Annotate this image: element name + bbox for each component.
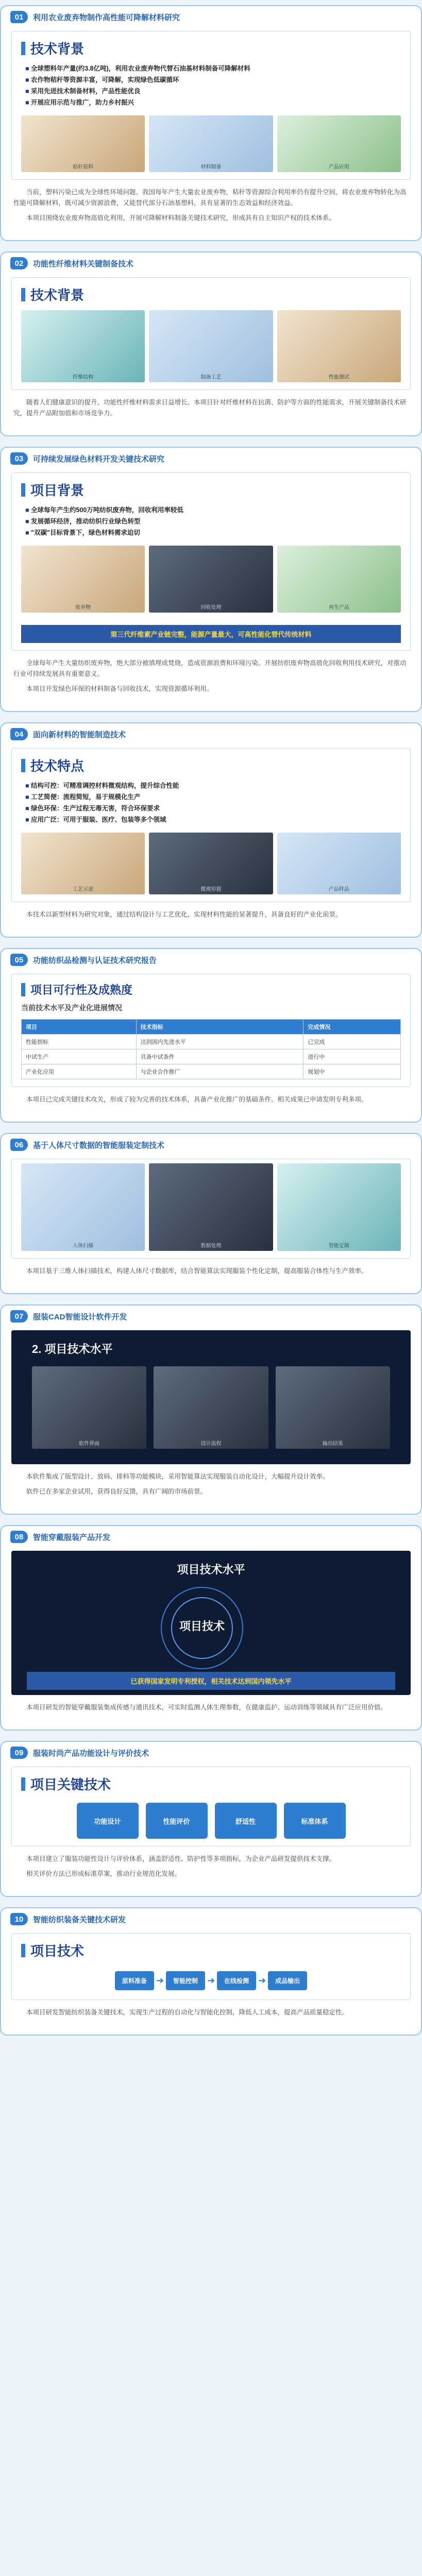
section-header bbox=[1, 6, 421, 28]
section-number: 02 bbox=[10, 257, 28, 269]
paragraph: 全球每年产生大量纺织废弃物，绝大部分被填埋或焚烧，造成资源浪费和环境污染。开展纺织废弃物高值化回收利用技术研究，对推动行业可持续发展具有重要意义。 bbox=[13, 659, 407, 677]
process-step: 在线检测 bbox=[217, 1971, 256, 1990]
slide-title: 2. 项目技术水平 bbox=[32, 1343, 113, 1355]
arrow-right-icon: ➜ bbox=[207, 1975, 215, 1986]
image-row bbox=[12, 111, 410, 179]
section-header bbox=[1, 1526, 421, 1548]
section-title: 服装时尚产品功能设计与评价技术 bbox=[33, 1749, 149, 1758]
section-title: 可持续发展绿色材料开发关键技术研究 bbox=[33, 454, 165, 464]
image: 产品样品 bbox=[277, 833, 401, 894]
image-row bbox=[12, 541, 410, 620]
section-card bbox=[0, 1525, 422, 1731]
image: 软件界面 bbox=[32, 1366, 146, 1449]
slide-panel bbox=[11, 1767, 411, 1846]
body-text bbox=[1, 1464, 421, 1497]
arrow-right-icon: ➜ bbox=[156, 1975, 164, 1986]
paragraph: 本项目建立了服装功能性设计与评价体系，涵盖舒适性、防护性等多项指标，为企业产品研发提供技术支撑。 bbox=[26, 1855, 336, 1862]
key-tech-grid bbox=[12, 1795, 410, 1846]
bullet: ■ 绿色环保：生产过程无毒无害，符合环保要求 bbox=[25, 803, 399, 814]
section-number: 03 bbox=[10, 452, 28, 465]
bullet: ■ 采用先进技术制备材料，产品性能优良 bbox=[25, 86, 399, 97]
process-flow bbox=[12, 1962, 410, 1999]
process-step: 智能控制 bbox=[166, 1971, 205, 1990]
section-number: 10 bbox=[10, 1913, 28, 1925]
table-header-row bbox=[22, 1020, 401, 1035]
slide-title: 项目背景 bbox=[12, 473, 410, 501]
image: 微观形貌 bbox=[149, 833, 273, 894]
section-title: 功能性纤维材料关键制备技术 bbox=[33, 259, 134, 268]
paragraph: 本项目开发绿色环保的材料制备与回收技术，实现资源循环利用。 bbox=[26, 685, 213, 692]
arrow-right-icon: ➜ bbox=[258, 1975, 266, 1986]
key-tech-item: 舒适性 bbox=[215, 1803, 277, 1839]
table-cell: 与企业合作推广 bbox=[136, 1064, 303, 1079]
table-row bbox=[22, 1064, 401, 1079]
highlight-bar: 已获得国家发明专利授权，相关技术达到国内领先水平 bbox=[27, 1672, 395, 1690]
image: 纤维结构 bbox=[21, 310, 145, 382]
paragraph: 本项目基于三维人体扫描技术，构建人体尺寸数据库，结合智能算法实现服装个性化定制，提高服装合体性与生产效率。 bbox=[26, 1267, 368, 1275]
table-cell: 性能指标 bbox=[22, 1035, 137, 1049]
section-header bbox=[1, 1908, 421, 1930]
table-cell: 产业化应用 bbox=[22, 1064, 137, 1079]
bullet: ■ 发展循环经济，推动纺织行业绿色转型 bbox=[25, 516, 399, 527]
section-number: 04 bbox=[10, 728, 28, 740]
slide-subtitle: 当前技术水平及产业化进展情况 bbox=[21, 1004, 122, 1012]
process-step: 成品输出 bbox=[268, 1971, 307, 1990]
table-header: 完成情况 bbox=[303, 1020, 401, 1035]
section-card bbox=[0, 948, 422, 1123]
image: 秸秆原料 bbox=[21, 115, 145, 172]
slide-title: 项目关键技术 bbox=[12, 1767, 410, 1795]
image: 废弃物 bbox=[21, 546, 145, 613]
image-row bbox=[12, 306, 410, 389]
slide-title: 技术背景 bbox=[12, 278, 410, 306]
paragraph: 本项目围绕农业废弃物高值化利用，开展可降解材料制备关键技术研究，形成具有自主知识产权的技术体系。 bbox=[26, 214, 336, 222]
paragraph: 本项目研发智能纺织装备关键技术，实现生产过程的自动化与智能化控制，降低人工成本，提高产品质量稳定性。 bbox=[26, 2009, 349, 2016]
body-text bbox=[1, 651, 421, 694]
section-header bbox=[1, 949, 421, 971]
table-cell: 具备中试条件 bbox=[136, 1049, 303, 1064]
paragraph: 随着人们健康意识的提升，功能性纤维材料需求日益增长。本项目针对纤维材料在抗菌、防护等方面的性能需求，开展关键制备技术研究，提升产品附加值和市场竞争力。 bbox=[13, 399, 407, 417]
table-header: 项目 bbox=[22, 1020, 137, 1035]
body-text bbox=[1, 902, 421, 920]
slide-panel bbox=[11, 974, 411, 1087]
image: 制备工艺 bbox=[149, 310, 273, 382]
section-number: 09 bbox=[10, 1747, 28, 1759]
paragraph: 本软件集成了版型设计、放码、排料等功能模块，采用智能算法实现服装自动化设计，大幅提升设计效率。 bbox=[26, 1473, 329, 1480]
body-text bbox=[1, 390, 421, 419]
image: 智能定制 bbox=[277, 1163, 401, 1251]
section-card bbox=[0, 722, 422, 938]
body-text bbox=[1, 1695, 421, 1713]
body-text bbox=[1, 1087, 421, 1105]
section-title: 基于人体尺寸数据的智能服装定制技术 bbox=[33, 1141, 165, 1150]
slide-panel bbox=[11, 1933, 411, 2000]
section-header bbox=[1, 1742, 421, 1764]
slide-panel bbox=[11, 1159, 411, 1259]
slide-panel bbox=[11, 31, 411, 180]
section-number: 07 bbox=[10, 1310, 28, 1323]
table-cell: 已完成 bbox=[303, 1035, 401, 1049]
table-cell: 进行中 bbox=[303, 1049, 401, 1064]
body-text bbox=[1, 1846, 421, 1879]
slide-panel bbox=[11, 277, 411, 390]
paragraph: 相关评价方法已形成标准草案，推动行业规范化发展。 bbox=[26, 1870, 181, 1877]
section-card bbox=[0, 1741, 422, 1897]
section-card bbox=[0, 1907, 422, 2036]
section-title: 智能穿戴服装产品开发 bbox=[33, 1533, 111, 1542]
bullet: ■ 农作物秸秆等资源丰富，可降解，实现绿色低碳循环 bbox=[25, 74, 399, 86]
image: 设计流程 bbox=[154, 1366, 268, 1449]
bullet: ■ "双碳"目标背景下，绿色材料需求迫切 bbox=[25, 527, 399, 538]
slide-panel bbox=[11, 748, 411, 902]
bullet: ■ 工艺简便：流程简短，易于规模化生产 bbox=[25, 791, 399, 803]
paragraph: 本项目研发的智能穿戴服装集成传感与通讯技术，可实时监测人体生理参数，在健康监护、运动训练等领域具有广泛应用价值。 bbox=[26, 1704, 387, 1711]
section-card bbox=[0, 447, 422, 712]
section-card bbox=[0, 1304, 422, 1515]
bullet: ■ 全球每年产生约500万吨纺织废弃物，回收利用率较低 bbox=[25, 504, 399, 516]
slide-title: 项目可行性及成熟度 bbox=[12, 974, 410, 999]
bullet: ■ 开展应用示范与推广，助力乡村振兴 bbox=[25, 97, 399, 108]
bullet: ■ 结构可控：可精准调控材料微观结构，提升综合性能 bbox=[25, 780, 399, 791]
image-row bbox=[12, 828, 410, 902]
highlight-bar: 第三代纤维素产业链完整，能源产量最大，可高性能化替代传统材料 bbox=[21, 625, 401, 643]
paragraph: 本技术以新型材料为研究对象，通过结构设计与工艺优化，实现材料性能的显著提升，具备良好的产业化前景。 bbox=[26, 911, 342, 918]
table-row bbox=[22, 1035, 401, 1049]
section-header bbox=[1, 1134, 421, 1156]
image: 材料制备 bbox=[149, 115, 273, 172]
table-cell: 达到国内先进水平 bbox=[136, 1035, 303, 1049]
section-card bbox=[0, 251, 422, 436]
slide-panel bbox=[11, 472, 411, 651]
slide-title: 项目技术 bbox=[12, 1934, 410, 1962]
body-text bbox=[1, 2000, 421, 2018]
image: 产品应用 bbox=[277, 115, 401, 172]
section-header bbox=[1, 1306, 421, 1327]
key-tech-item: 功能设计 bbox=[77, 1803, 139, 1839]
key-tech-item: 性能评价 bbox=[146, 1803, 208, 1839]
paragraph: 软件已在多家企业试用，获得良好反馈，具有广阔的市场前景。 bbox=[26, 1488, 207, 1495]
section-title: 服装CAD智能设计软件开发 bbox=[33, 1312, 127, 1321]
paragraph: 本项目已完成关键技术攻关，形成了较为完善的技术体系，具备产业化推广的基础条件。相关成果已申请发明专利多项。 bbox=[26, 1096, 368, 1103]
body-text bbox=[1, 180, 421, 224]
image: 输出结果 bbox=[276, 1366, 390, 1449]
section-header bbox=[1, 252, 421, 274]
image: 回收处理 bbox=[149, 546, 273, 613]
section-number: 05 bbox=[10, 954, 28, 966]
image: 人体扫描 bbox=[21, 1163, 145, 1251]
bullet: ■ 全球塑料年产量(约3.8亿吨)，利用农业废弃物代替石油基材料制备可降解材料 bbox=[25, 63, 399, 74]
image-row bbox=[32, 1366, 390, 1449]
image: 再生产品 bbox=[277, 546, 401, 613]
bullet-list bbox=[12, 501, 410, 541]
circle-label: 项目技术 bbox=[179, 1620, 225, 1633]
table-cell: 规划中 bbox=[303, 1064, 401, 1079]
section-card bbox=[0, 1133, 422, 1294]
section-number: 08 bbox=[10, 1531, 28, 1543]
bullet-list bbox=[12, 60, 410, 111]
image: 数据处理 bbox=[149, 1163, 273, 1251]
body-text bbox=[1, 1259, 421, 1277]
section-title: 功能纺织品检测与认证技术研究报告 bbox=[33, 956, 157, 965]
dark-slide-panel bbox=[11, 1551, 411, 1695]
image: 性能测试 bbox=[277, 310, 401, 382]
bullet: ■ 应用广泛：可用于服装、医疗、包装等多个领域 bbox=[25, 814, 399, 825]
slide-title: 技术背景 bbox=[12, 31, 410, 60]
table-row bbox=[22, 1049, 401, 1064]
key-tech-item: 标准体系 bbox=[284, 1803, 346, 1839]
section-title: 智能纺织装备关键技术研发 bbox=[33, 1915, 126, 1924]
section-number: 01 bbox=[10, 11, 28, 23]
image: 工艺示意 bbox=[21, 833, 145, 894]
process-step: 原料准备 bbox=[115, 1971, 154, 1990]
section-title: 面向新材料的智能制造技术 bbox=[33, 730, 126, 739]
table-cell: 中试生产 bbox=[22, 1049, 137, 1064]
table-header: 技术指标 bbox=[136, 1020, 303, 1035]
paragraph: 当前，塑料污染已成为全球性环境问题。我国每年产生大量农业废弃物，秸秆等资源综合利用率仍有提升空间。将农业废弃物转化为高性能可降解材料，既可减少资源浪费，又能替代部分石油基塑料，具有显著的生态效益和经济效益。 bbox=[13, 189, 407, 207]
section-number: 06 bbox=[10, 1139, 28, 1151]
image-row bbox=[12, 1159, 410, 1258]
dark-slide-panel bbox=[11, 1330, 411, 1464]
section-header bbox=[1, 723, 421, 745]
section-card bbox=[0, 5, 422, 241]
slide-title: 技术特点 bbox=[12, 749, 410, 777]
section-title: 利用农业废弃物制作高性能可降解材料研究 bbox=[33, 13, 180, 22]
section-header bbox=[1, 448, 421, 469]
slide-title: 项目技术水平 bbox=[177, 1563, 245, 1576]
data-table bbox=[21, 1019, 401, 1079]
bullet-list bbox=[12, 777, 410, 828]
